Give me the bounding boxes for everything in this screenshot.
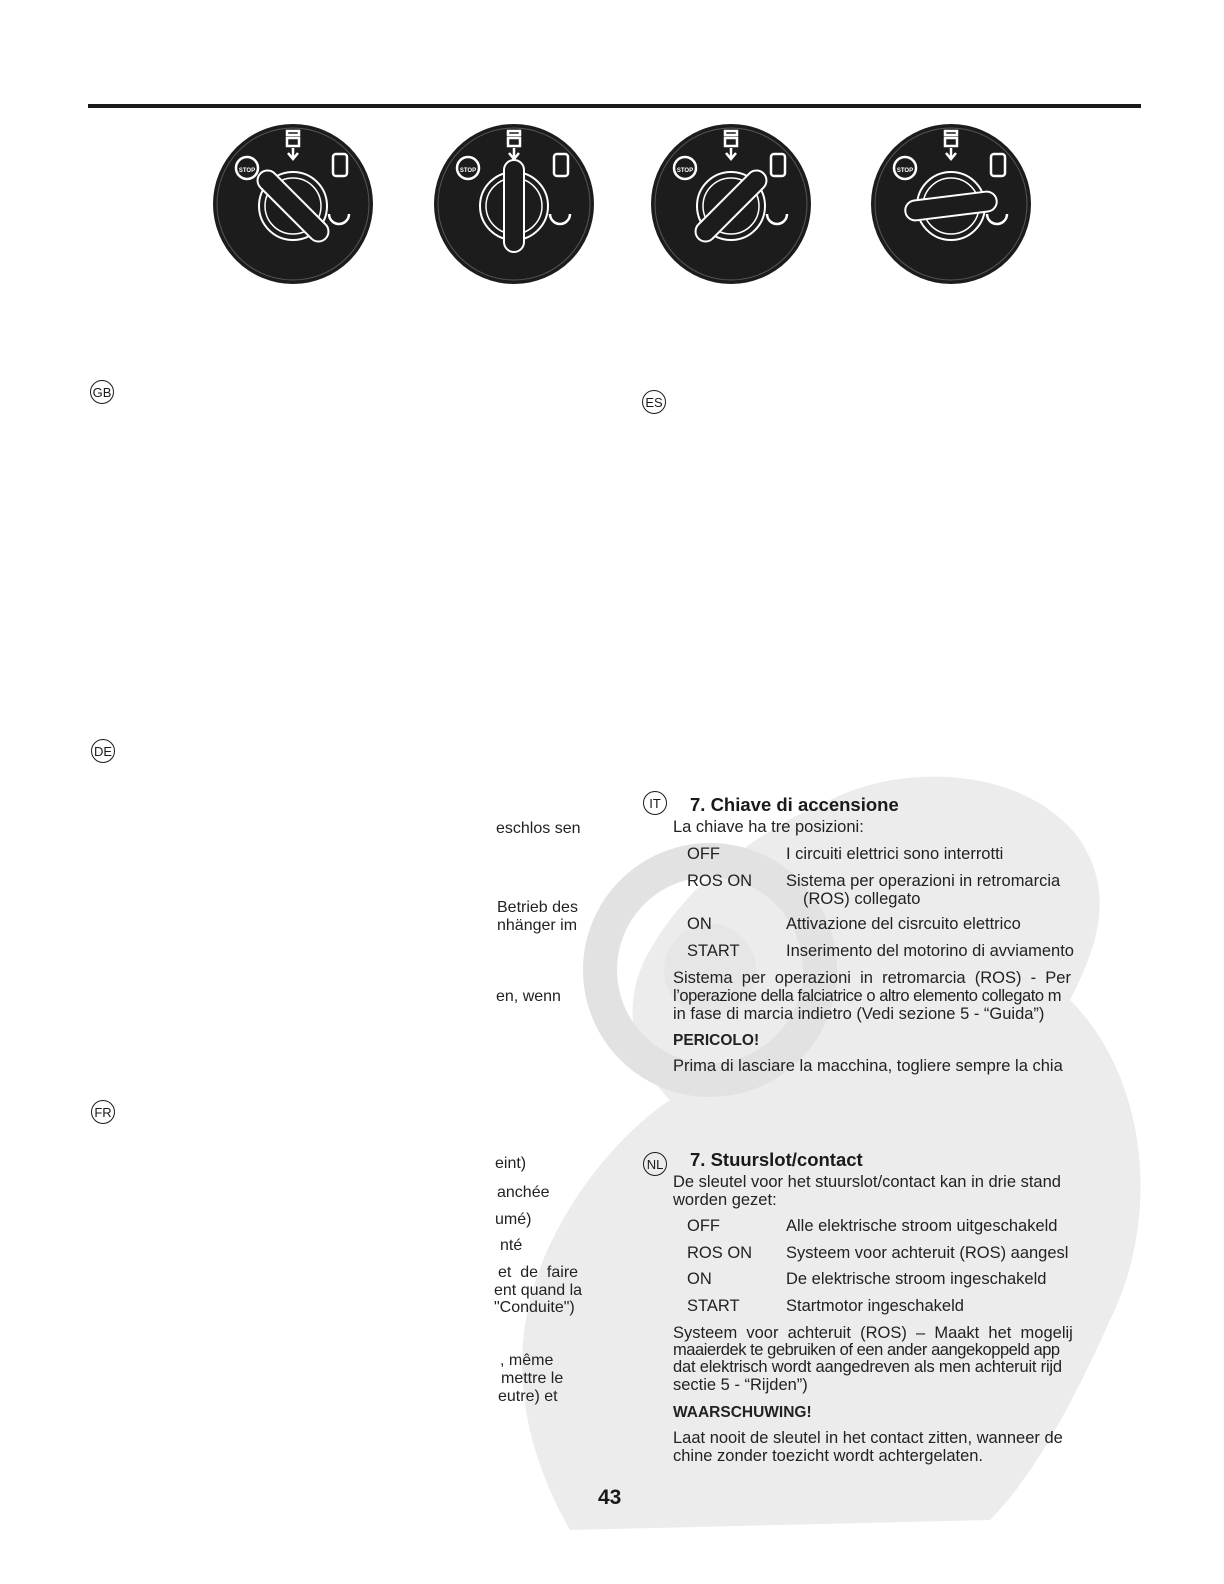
fr-fragment: umé) <box>495 1211 532 1228</box>
it-position-key: OFF <box>687 845 720 863</box>
ignition-switch-start-icon <box>869 122 1033 286</box>
dial-stop-label: STOP <box>676 168 694 174</box>
lang-badge-it: IT <box>643 791 667 815</box>
it-position-desc-cont: (ROS) collegato <box>803 890 921 908</box>
nl-ros-paragraph: maaierdek te gebruiken of een ander aangekoppeld app <box>673 1341 1060 1359</box>
nl-position-key: ROS ON <box>687 1244 753 1262</box>
it-ros-paragraph: in fase di marcia indietro (Vedi sezione 5 - “Guida”) <box>673 1005 1045 1023</box>
it-position-desc: Inserimento del motorino di avviamento <box>786 942 1074 960</box>
nl-position-desc: De elektrische stroom ingeschakeld <box>786 1270 1047 1288</box>
nl-warning-heading: WAARSCHUWING! <box>673 1404 812 1421</box>
nl-ros-paragraph: Systeem voor achteruit (ROS) – Maakt het mogelij <box>673 1324 1073 1342</box>
fr-fragment: nté <box>500 1237 523 1254</box>
it-position-desc: I circuiti elettrici sono interrotti <box>786 845 1004 863</box>
lang-badge-es: ES <box>642 390 666 414</box>
nl-position-desc: Systeem voor achteruit (ROS) aangesl <box>786 1244 1069 1262</box>
it-position-key: ROS ON <box>687 872 753 890</box>
it-intro: La chiave ha tre posizioni: <box>673 818 864 836</box>
fr-fragment: "Conduite") <box>494 1299 575 1316</box>
it-position-key: ON <box>687 915 712 933</box>
it-ros-paragraph: l’operazione della falciatrice o altro elemento collegato m <box>673 987 1062 1005</box>
lang-badge-nl: NL <box>643 1152 667 1176</box>
nl-warning-text: Laat nooit de sleutel in het contact zitten, wanneer de <box>673 1429 1063 1447</box>
nl-ros-paragraph: dat elektrisch wordt aangedreven als men achteruit rijd <box>673 1358 1062 1376</box>
nl-position-desc: Startmotor ingeschakeld <box>786 1297 964 1315</box>
de-fragment: nhänger im <box>497 917 578 934</box>
it-warning-heading: PERICOLO! <box>673 1032 760 1049</box>
ignition-switch-ros-on-icon <box>432 122 596 286</box>
ignition-switch-off-icon <box>211 122 375 286</box>
fr-fragment: mettre le <box>501 1370 564 1387</box>
dial-stop-label: STOP <box>459 168 477 174</box>
it-position-key: START <box>687 942 740 960</box>
nl-ros-paragraph: sectie 5 - “Rijden”) <box>673 1376 808 1394</box>
header-rule <box>88 104 1141 108</box>
nl-position-key: START <box>687 1297 740 1315</box>
de-fragment: Betrieb des <box>497 899 578 916</box>
de-fragment: eschlos sen <box>496 820 581 837</box>
fr-fragment: et de faire <box>498 1264 579 1281</box>
nl-section-title: 7. Stuurslot/contact <box>690 1149 863 1170</box>
fr-fragment: ent quand la <box>494 1282 583 1299</box>
fr-fragment: eint) <box>495 1155 527 1172</box>
dial-stop-label: STOP <box>896 168 914 174</box>
lang-badge-de: DE <box>91 739 115 763</box>
nl-position-desc: Alle elektrische stroom uitgeschakeld <box>786 1217 1058 1235</box>
de-fragment: en, wenn <box>496 988 561 1005</box>
dial-stop-label: STOP <box>238 168 256 174</box>
fr-fragment: , même <box>500 1352 554 1369</box>
nl-intro: De sleutel voor het stuurslot/contact kan in drie stand <box>673 1173 1061 1191</box>
fr-fragment: anchée <box>497 1184 550 1201</box>
it-ros-paragraph: Sistema per operazioni in retromarcia (ROS) - Per <box>673 969 1071 987</box>
it-position-desc: Sistema per operazioni in retromarcia <box>786 872 1061 890</box>
it-position-desc: Attivazione del cisrcuito elettrico <box>786 915 1021 933</box>
page-number: 43 <box>598 1486 622 1509</box>
fr-fragment: eutre) et <box>498 1388 558 1405</box>
nl-warning-text: chine zonder toezicht wordt achtergelaten. <box>673 1447 984 1465</box>
nl-position-key: OFF <box>687 1217 720 1235</box>
nl-intro: worden gezet: <box>673 1191 777 1209</box>
ignition-switch-on-icon <box>649 122 813 286</box>
it-section-title: 7. Chiave di accensione <box>690 794 899 815</box>
lang-badge-fr: FR <box>91 1100 115 1124</box>
lang-badge-gb: GB <box>90 380 114 404</box>
nl-position-key: ON <box>687 1270 712 1288</box>
it-warning-text: Prima di lasciare la macchina, togliere sempre la chia <box>673 1057 1063 1075</box>
